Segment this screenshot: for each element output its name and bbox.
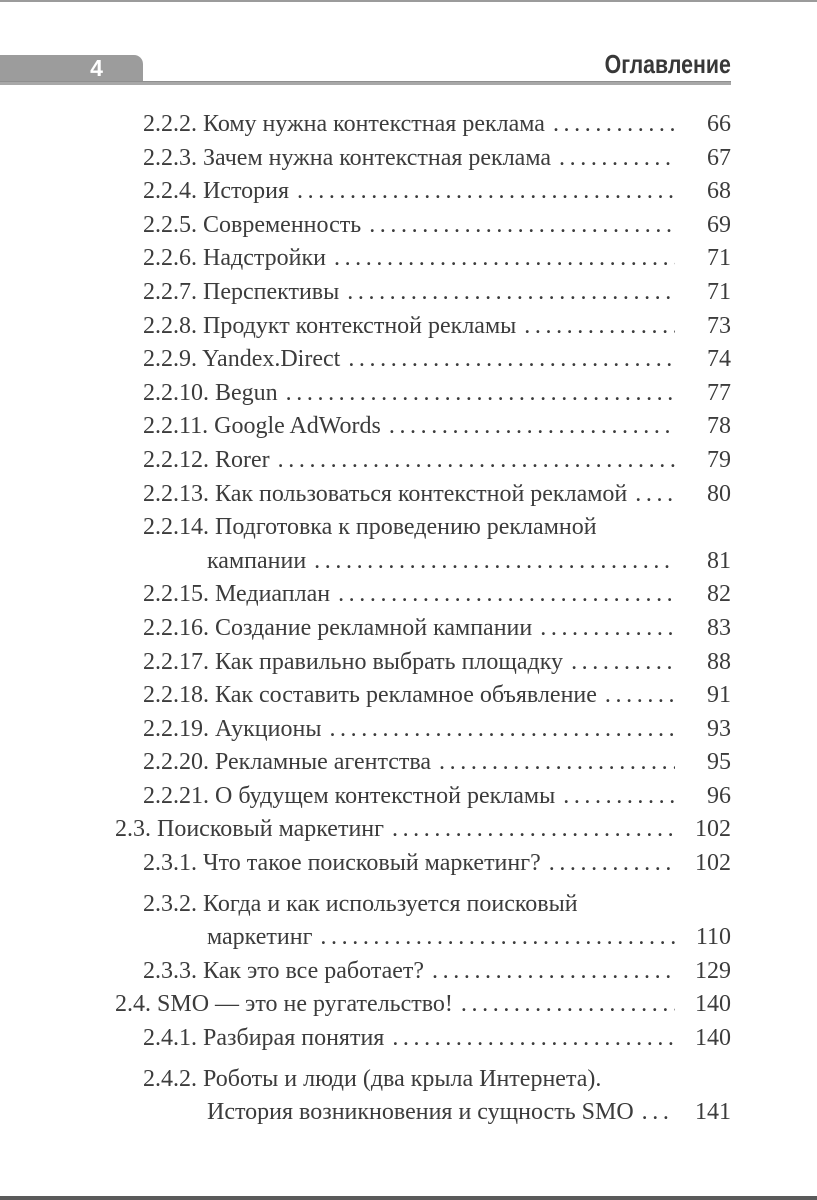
toc-entry-line <box>115 813 731 847</box>
toc-entry <box>115 888 731 955</box>
toc-entry-page: 140 <box>695 1025 731 1052</box>
dot-leader <box>334 242 675 276</box>
toc-entry-page: 102 <box>695 816 731 843</box>
toc-entry-page: 73 <box>707 312 731 339</box>
toc-entry-label: 2.2.16. Создание рекламной кампании <box>143 614 533 641</box>
page-bottom-edge <box>0 1196 817 1200</box>
toc-entry-line <box>207 1096 731 1130</box>
toc-entry-page: 93 <box>707 715 731 742</box>
toc-entry-label: 2.2.9. Yandex.Direct <box>143 346 341 373</box>
toc-entry-label: 2.2.3. Зачем нужна контекстная реклама <box>143 144 552 171</box>
toc-entry-label: 2.4. SMO — это не ругательство! <box>115 991 453 1018</box>
dot-leader <box>635 478 675 512</box>
toc-entry <box>115 108 731 142</box>
toc-entry-line <box>143 108 731 142</box>
toc-entry-label: 2.2.2. Кому нужна контекстная реклама <box>143 111 545 137</box>
toc-entry-label: кампании <box>207 547 307 574</box>
toc-entry-page: 77 <box>707 379 731 406</box>
toc-entry-label: 2.2.10. Begun <box>143 379 278 406</box>
toc-entry-label: История возникновения и сущность SMO <box>207 1099 634 1126</box>
toc-entry-line <box>143 310 731 344</box>
toc-entry-label: 2.2.11. Google AdWords <box>143 413 381 440</box>
toc-entry-line <box>143 1022 731 1056</box>
dot-leader <box>563 780 675 814</box>
toc-entry-page: 80 <box>707 480 731 507</box>
page-number-tab <box>0 55 143 82</box>
dot-leader <box>369 209 675 243</box>
running-title: Оглавление <box>604 49 731 79</box>
toc-entry-line <box>207 545 731 579</box>
toc-entry-label: 2.3.3. Как это все работает? <box>143 957 425 984</box>
page-top-edge <box>0 0 817 2</box>
toc-entry <box>115 1022 731 1056</box>
toc-entry <box>115 377 731 411</box>
dot-leader <box>329 713 675 747</box>
toc-entry-line <box>143 276 731 310</box>
toc-entry-page: 141 <box>695 1099 731 1126</box>
toc-entry-label: 2.2.12. Rorer <box>143 446 270 473</box>
dot-leader <box>461 988 675 1022</box>
toc-entry-label: 2.2.4. История <box>143 178 290 205</box>
toc-entry-line <box>143 209 731 243</box>
toc-entry-label: 2.3.1. Что такое поисковый маркетинг? <box>143 850 541 877</box>
toc-entry <box>115 1063 731 1130</box>
toc-entry-line <box>143 888 731 922</box>
toc-entry-label: 2.2.5. Современность <box>143 211 362 238</box>
dot-leader <box>571 646 675 680</box>
toc-entry <box>115 343 731 377</box>
page-number: 4 <box>90 55 103 81</box>
toc-entry-line <box>143 511 731 545</box>
toc-entry <box>115 175 731 209</box>
dot-leader <box>642 1096 675 1130</box>
toc-entry <box>115 142 731 176</box>
toc-entry-label: 2.2.15. Медиаплан <box>143 581 331 608</box>
toc-entry-label: 2.2.6. Надстройки <box>143 245 326 272</box>
toc-entry <box>115 746 731 780</box>
toc-entry-label: 2.2.8. Продукт контекстной рекламы <box>143 312 517 339</box>
toc-entry <box>115 578 731 612</box>
toc-entry-page: 96 <box>707 782 731 809</box>
dot-leader <box>320 921 675 955</box>
toc-entry <box>115 847 731 881</box>
toc-entry-label: 2.2.20. Рекламные агентства <box>143 749 432 776</box>
toc-entry <box>115 679 731 713</box>
dot-leader <box>278 444 675 478</box>
toc-entry <box>115 955 731 989</box>
dot-leader <box>432 955 675 989</box>
toc-entry-page: 88 <box>707 648 731 675</box>
toc-entry-line <box>115 988 731 1022</box>
toc-entry-page: 140 <box>695 991 731 1018</box>
toc-entry-label: 2.2.21. О будущем контекстной рекламы <box>143 782 556 809</box>
toc-entry-line <box>143 242 731 276</box>
toc-entry-page: 82 <box>707 581 731 608</box>
toc-entry-label: 2.3.2. Когда и как используется поисковый <box>143 890 578 917</box>
toc-entry-page: 69 <box>707 211 731 238</box>
dot-leader <box>549 847 675 881</box>
toc-entry-page: 66 <box>707 111 731 137</box>
toc-entry-label: 2.2.13. Как пользоваться контекстной рекламой <box>143 480 628 507</box>
toc-entry-line <box>143 746 731 780</box>
toc-entry-line <box>143 847 731 881</box>
dot-leader <box>347 276 675 310</box>
toc-entry-page: 67 <box>707 144 731 171</box>
toc-entry-line <box>143 377 731 411</box>
toc-entry-page: 74 <box>707 346 731 373</box>
toc-entry <box>115 511 731 578</box>
toc-entry-page: 78 <box>707 413 731 440</box>
toc-entry-page: 79 <box>707 446 731 473</box>
toc-entry-line <box>143 612 731 646</box>
dot-leader <box>553 108 675 142</box>
toc-entry-page: 110 <box>695 924 731 951</box>
toc-entry-page: 102 <box>695 850 731 877</box>
toc-entry-label: 2.2.7. Перспективы <box>143 278 340 305</box>
toc-entry-page: 68 <box>707 178 731 205</box>
toc-entry-line <box>143 1063 731 1097</box>
toc-entry-line <box>143 478 731 512</box>
toc-entry-line <box>207 921 731 955</box>
dot-leader <box>439 746 675 780</box>
dot-leader <box>348 343 675 377</box>
dot-leader <box>605 679 675 713</box>
toc-entry-line <box>143 444 731 478</box>
toc-entry <box>115 444 731 478</box>
toc-entry-line <box>143 578 731 612</box>
toc-entry <box>115 813 731 847</box>
toc-entry-line <box>143 646 731 680</box>
toc-entry-line <box>143 955 731 989</box>
dot-leader <box>540 612 675 646</box>
toc-entry <box>115 209 731 243</box>
toc-entry-label: 2.2.17. Как правильно выбрать площадку <box>143 648 564 675</box>
dot-leader <box>392 813 675 847</box>
toc-entry <box>115 713 731 747</box>
toc-entry-line <box>143 780 731 814</box>
dot-leader <box>286 377 675 411</box>
toc-entry-page: 129 <box>695 957 731 984</box>
dot-leader <box>559 142 675 176</box>
toc-entry-line <box>143 410 731 444</box>
toc-entry-label: 2.2.19. Аукционы <box>143 715 322 742</box>
toc-entry-label: 2.4.2. Роботы и люди (два крыла Интернета). <box>143 1065 602 1092</box>
toc-entry <box>115 276 731 310</box>
toc-entry-label: маркетинг <box>207 924 313 951</box>
header-rule <box>0 81 731 85</box>
toc-entry-page: 91 <box>707 682 731 709</box>
toc-entry-label: 2.4.1. Разбирая понятия <box>143 1025 385 1052</box>
toc-entry-line <box>143 175 731 209</box>
toc-entry-line <box>143 713 731 747</box>
toc-entry <box>115 612 731 646</box>
toc-entry-page: 71 <box>707 245 731 272</box>
toc-entry-line <box>143 343 731 377</box>
dot-leader <box>524 310 675 344</box>
dot-leader <box>338 578 675 612</box>
toc-entry-page: 71 <box>707 278 731 305</box>
toc-entry <box>115 478 731 512</box>
toc-entry-label: 2.2.14. Подготовка к проведению рекламной <box>143 514 597 541</box>
toc-entry-line <box>143 679 731 713</box>
toc-entry-label: 2.2.18. Как составить рекламное объявление <box>143 682 597 709</box>
dot-leader <box>389 410 675 444</box>
toc-entry <box>115 310 731 344</box>
toc-entry-page: 83 <box>707 614 731 641</box>
toc-entry-line <box>143 142 731 176</box>
toc-entry <box>115 988 731 1022</box>
dot-leader <box>314 545 675 579</box>
dot-leader <box>392 1022 675 1056</box>
toc-entry-page: 81 <box>707 547 731 574</box>
toc-entry-label: 2.3. Поисковый маркетинг <box>115 816 384 843</box>
toc-entry <box>115 410 731 444</box>
toc-entry-page: 95 <box>707 749 731 776</box>
table-of-contents <box>115 108 731 1130</box>
toc-entry <box>115 242 731 276</box>
dot-leader <box>297 175 675 209</box>
toc-entry <box>115 646 731 680</box>
toc-entry <box>115 780 731 814</box>
